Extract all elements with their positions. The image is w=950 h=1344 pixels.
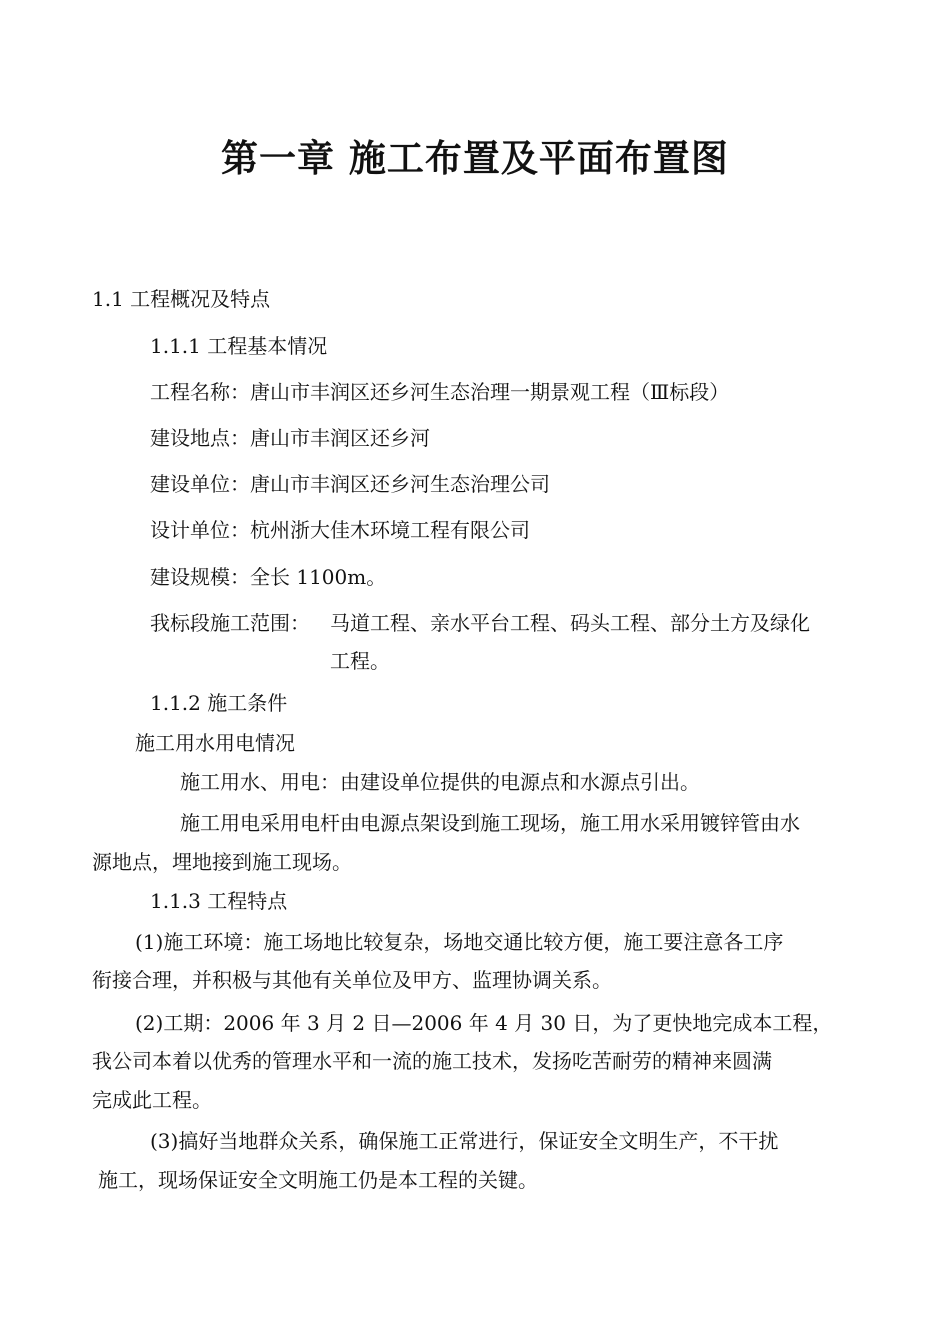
feature-2-line-3: 完成此工程。 (92, 1088, 212, 1112)
feature-3-line-1: (3)搞好当地群众关系，确保施工正常进行，保证安全文明生产，不干扰 (150, 1129, 779, 1153)
section-heading-1-1: 1.1 工程概况及特点 (92, 287, 271, 311)
scope-text-line-1: 马道工程、亲水平台工程、码头工程、部分土方及绿化 (330, 611, 810, 635)
project-name: 工程名称：唐山市丰润区还乡河生态治理一期景观工程（Ⅲ标段） (150, 380, 730, 404)
feature-1-line-2: 衔接合理，并积极与其他有关单位及甲方、监理协调关系。 (92, 968, 612, 992)
water-power-text-2-line-2: 源地点，埋地接到施工现场。 (92, 850, 352, 874)
section-heading-1-1-1: 1.1.1 工程基本情况 (150, 334, 328, 358)
section-heading-1-1-2: 1.1.2 施工条件 (150, 691, 288, 715)
chapter-title: 第一章 施工布置及平面布置图 (221, 137, 729, 180)
construction-scale: 建设规模：全长 1100m。 (150, 565, 387, 589)
scope-label: 我标段施工范围： (150, 611, 310, 635)
section-heading-1-1-3: 1.1.3 工程特点 (150, 889, 288, 913)
scope-text-line-2: 工程。 (330, 649, 390, 673)
water-power-text-2-line-1: 施工用电采用电杆由电源点架设到施工现场，施工用水采用镀锌管由水 (180, 811, 800, 835)
water-power-heading: 施工用水用电情况 (135, 731, 295, 755)
feature-1-line-1: (1)施工环境：施工场地比较复杂，场地交通比较方便，施工要注意各工序 (135, 930, 784, 954)
construction-location: 建设地点：唐山市丰润区还乡河 (150, 426, 430, 450)
feature-3-line-2: 施工，现场保证安全文明施工仍是本工程的关键。 (98, 1168, 538, 1192)
water-power-text-1: 施工用水、用电：由建设单位提供的电源点和水源点引出。 (180, 770, 700, 794)
construction-owner: 建设单位：唐山市丰润区还乡河生态治理公司 (150, 472, 550, 496)
feature-2-line-2: 我公司本着以优秀的管理水平和一流的施工技术，发扬吃苦耐劳的精神来圆满 (92, 1049, 772, 1073)
design-unit: 设计单位：杭州浙大佳木环境工程有限公司 (150, 518, 530, 542)
feature-2-line-1: (2)工期：2006 年 3 月 2 日—2006 年 4 月 30 日，为了更快地完成本工程， (135, 1011, 833, 1035)
